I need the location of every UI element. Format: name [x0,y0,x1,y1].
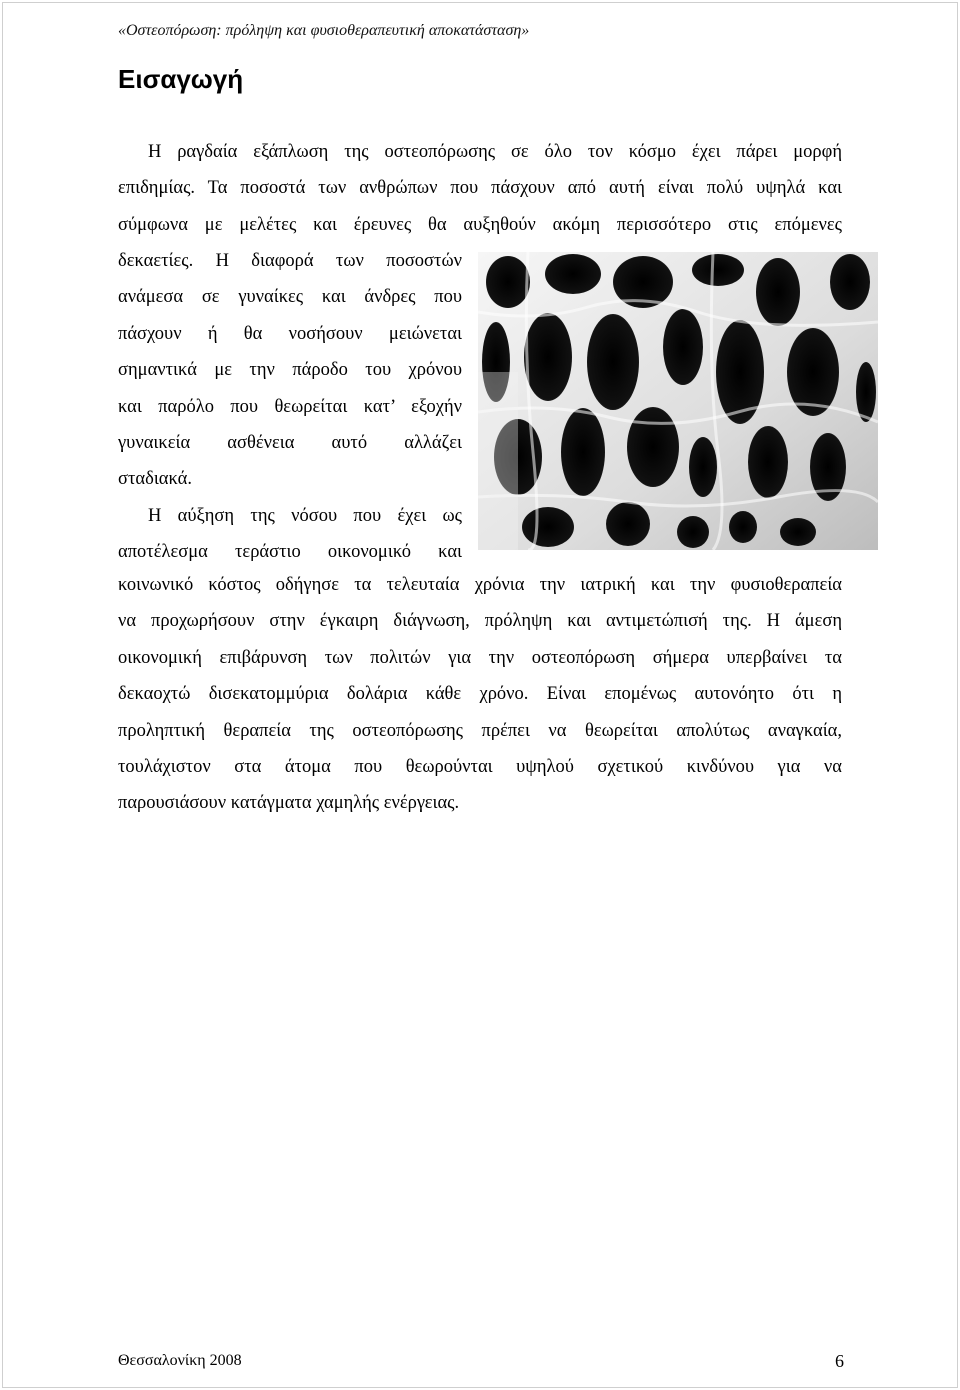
text-line: πάσχουν ή θα νοσήσουν μειώνεται [118,323,462,344]
text-line: και παρόλο που θεωρείται κατ’ εξοχήν [118,396,462,417]
paragraph-continuation [118,567,842,822]
text-line: Η αύξηση της νόσου που έχει ως [148,505,462,526]
text-line: παρουσιάσουν κατάγματα χαμηλής ενέργειας. [118,793,460,814]
text-line: τουλάχιστον στα άτομα που θεωρούνται υψηλού σχετικού κινδύνου για να [118,756,842,777]
text-line: οικονομική επιβάρυνση των πολιτών για την οστεοπόρωση σήμερα υπερβαίνει τα [118,647,842,668]
text-line: δεκαοχτώ δισεκατομμύρια δολάρια κάθε χρόνο. Είναι επομένως αυτονόητο ότι η [118,684,842,705]
text-line: να προχωρήσουν στην έγκαιρη διάγνωση, πρόληψη και αντιμετώπισή της. Η άμεση [118,611,842,632]
text-line: κοινωνικό κόστος οδήγησε τα τελευταία χρόνια την ιατρική και την φυσιοθεραπεία [118,575,842,595]
footer-place-year: Θεσσαλονίκη 2008 [118,1352,242,1369]
text-line: αποτέλεσμα τεράστιο οικονομικό και [118,542,462,563]
trabecular-bone-icon [478,252,878,550]
paragraph-intro [118,134,842,243]
running-header: «Οστεοπόρωση: πρόληψη και φυσιοθεραπευτική αποκατάσταση» [118,22,530,39]
section-heading: Εισαγωγή [118,64,244,94]
text-line: γυναικεία ασθένεια αυτό αλλάζει [118,432,462,453]
text-line: ανάμεσα σε γυναίκες και άνδρες που [118,287,462,308]
paragraph-wrap [118,243,462,571]
text-line: σημαντικά με την πάροδο του χρόνου [118,360,462,381]
trabecular-bone-image [478,252,878,550]
text-line: Η ραγδαία εξάπλωση της οστεοπόρωσης σε όλο τον κόσμο έχει πάρει μορφή [148,142,842,162]
text-line: σύμφωνα με μελέτες και έρευνες θα αυξηθούν ακόμη περισσότερο στις επόμενες [118,214,842,235]
page-number: 6 [835,1351,844,1371]
text-line: σταδιακά. [118,469,192,490]
text-line: δεκαετίες. Η διαφορά των ποσοστών [118,251,462,271]
text-line: επιδημίας. Τα ποσοστά των ανθρώπων που πάσχουν από αυτή είναι πολύ υψηλά και [118,178,842,199]
text-line: προληπτική θεραπεία της οστεοπόρωσης πρέπει να θεωρείται απολύτως αναγκαία, [118,720,842,741]
